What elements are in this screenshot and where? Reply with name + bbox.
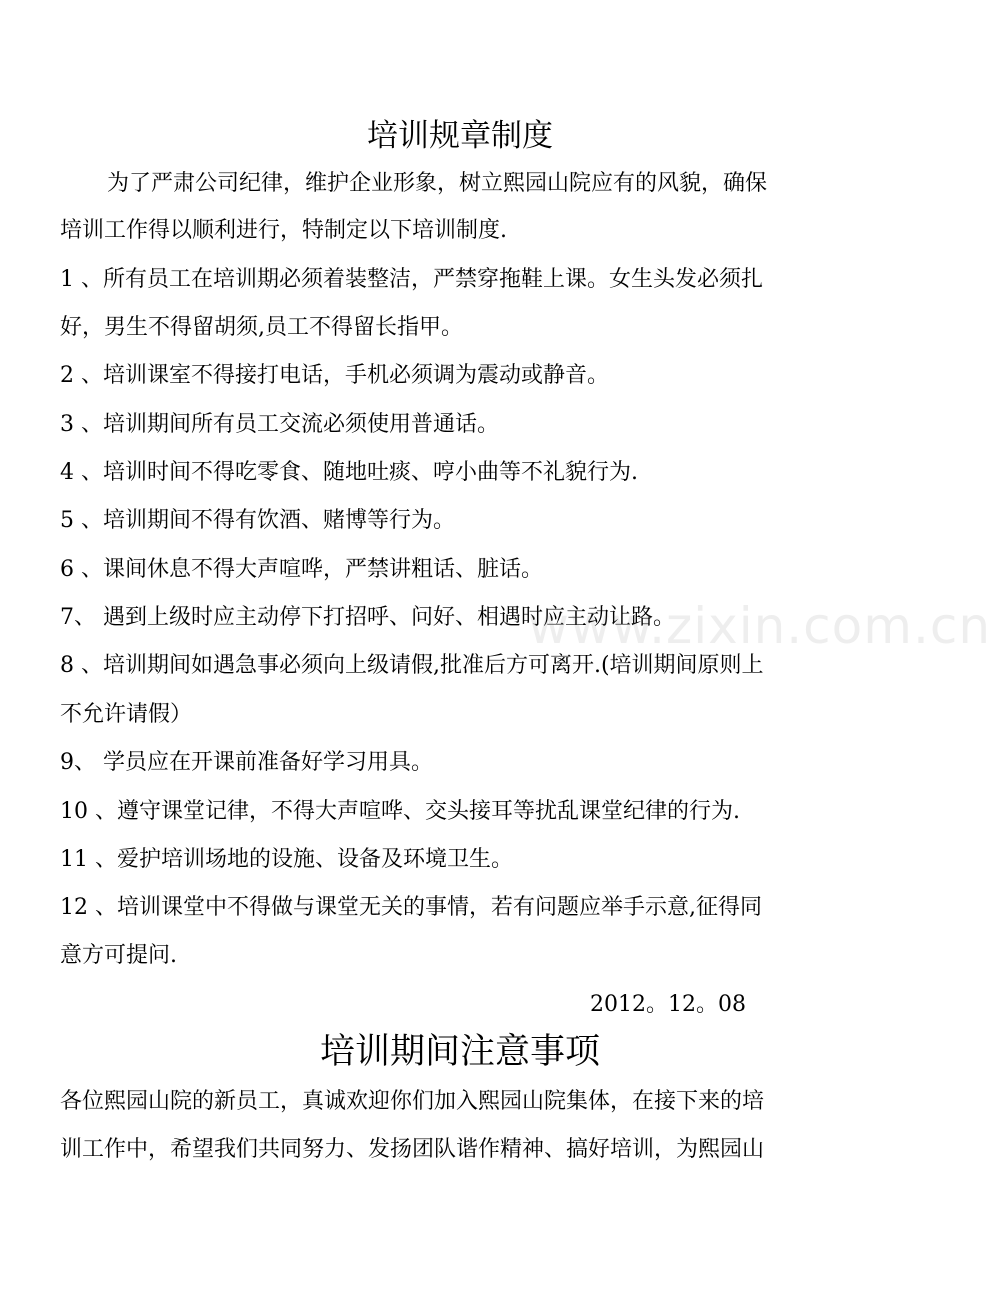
section2-line-1: 各位熙园山院的新员工，真诚欢迎你们加入熙园山院集体，在接下来的培 — [60, 1089, 765, 1114]
watermark: www.zixin.com.cn — [528, 597, 991, 655]
rule-8-line-2: 不允许请假） — [60, 702, 193, 727]
rule-4: 4 、培训时间不得吃零食、随地吐痰、哼小曲等不礼貌行为. — [60, 460, 638, 485]
section2-line-2: 训工作中，希望我们共同努力、发扬团队谐作精神、搞好培训，为熙园山 — [60, 1137, 765, 1162]
rule-3: 3 、培训期间所有员工交流必须使用普通话。 — [60, 412, 499, 437]
rule-5: 5 、培训期间不得有饮酒、赌博等行为。 — [60, 508, 455, 533]
document-title: 培训规章制度 — [367, 118, 553, 154]
rule-8-line-1: 8 、培训期间如遇急事必须向上级请假,批准后方可离开.(培训期间原则上 — [60, 653, 764, 678]
document-date: 2012。12。08 — [590, 992, 746, 1017]
rule-10: 10 、遵守课堂记律，不得大声喧哗、交头接耳等扰乱课堂纪律的行为. — [60, 799, 740, 824]
intro-line-2: 培训工作得以顺利进行，特制定以下培训制度. — [60, 218, 507, 243]
rule-12-line-1: 12 、培训课堂中不得做与课堂无关的事情，若有问题应举手示意,征得同 — [60, 895, 762, 920]
rule-7: 7、 遇到上级时应主动停下打招呼、问好、相遇时应主动让路。 — [60, 605, 675, 630]
section2-title: 培训期间注意事项 — [319, 1032, 600, 1072]
rule-1-line-2: 好，男生不得留胡须,员工不得留长指甲。 — [60, 315, 463, 340]
rule-2: 2 、培训课室不得接打电话，手机必须调为震动或静音。 — [60, 363, 609, 388]
intro-line-1: 为了严肃公司纪律，维护企业形象，树立熙园山院应有的风貌，确保 — [107, 171, 768, 196]
rule-6: 6 、课间休息不得大声喧哗，严禁讲粗话、脏话。 — [60, 557, 543, 582]
rule-12-line-2: 意方可提问. — [60, 943, 177, 968]
rule-9: 9、 学员应在开课前准备好学习用具。 — [60, 750, 433, 775]
rule-11: 11 、爱护培训场地的设施、设备及环境卫生。 — [60, 847, 513, 872]
rule-1-line-1: 1 、所有员工在培训期必须着装整洁，严禁穿拖鞋上课。女生头发必须扎 — [60, 267, 763, 292]
